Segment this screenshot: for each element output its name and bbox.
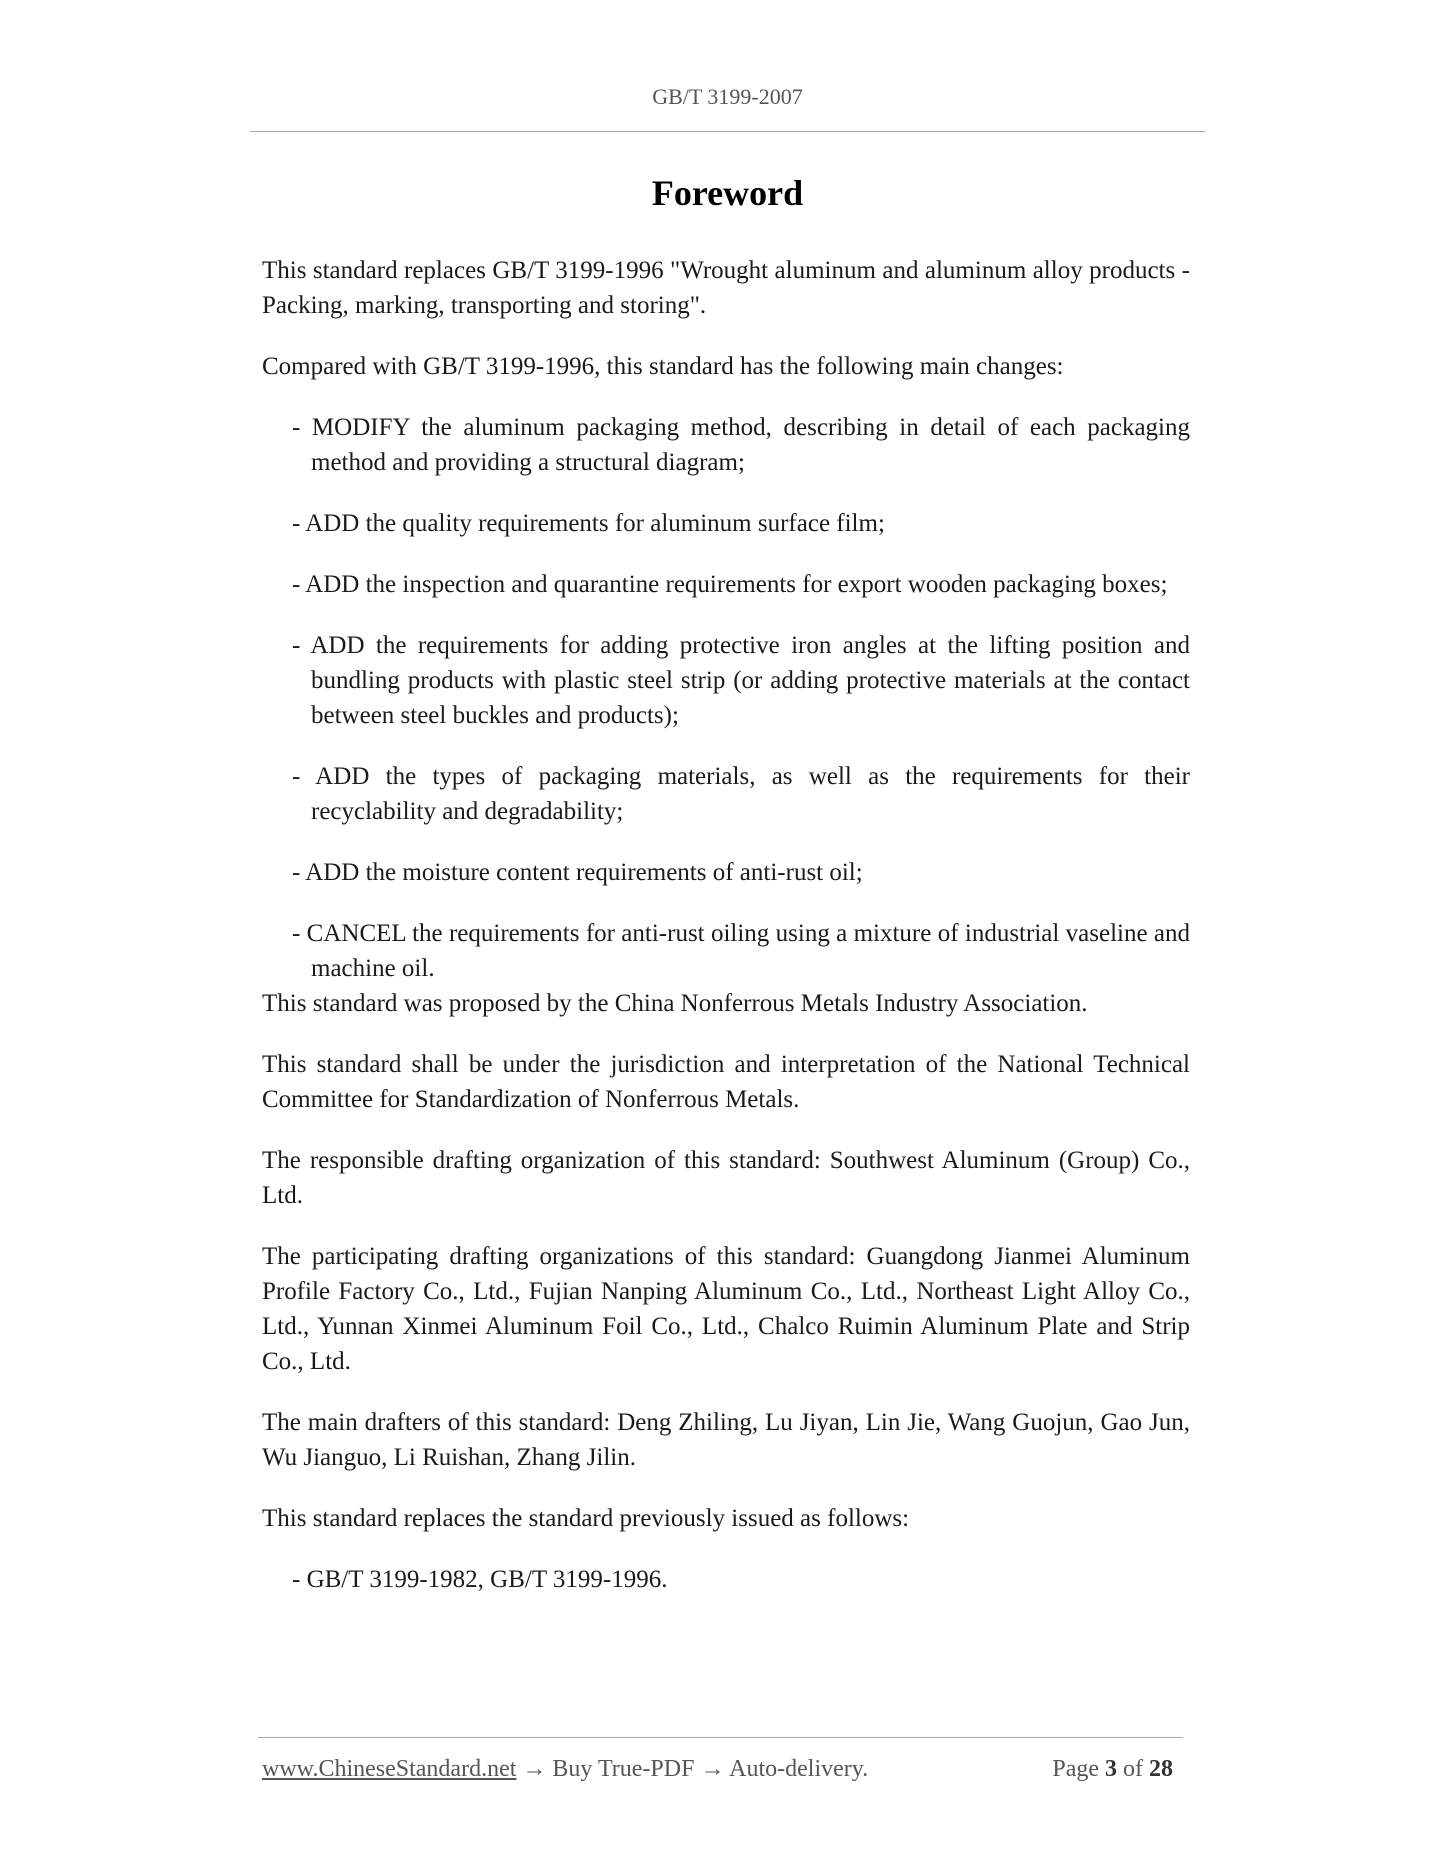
- paragraph-previous-editions-intro: This standard replaces the standard previously issued as follows:: [262, 1505, 910, 1532]
- paragraph-participating-organizations: The participating drafting organizations of this standard: Guangdong Jianmei Aluminum Profile Factory Co., Ltd., Fujian Nanping Aluminum Co., Ltd., Northeast Light Alloy Co., Ltd., Yunnan Xinmei Aluminum Foil Co., Ltd., Chalco Ruimin Aluminum Plate and Strip Co., Ltd.: [262, 1243, 1190, 1375]
- of-label: of: [1123, 1756, 1143, 1782]
- current-page-number: 3: [1105, 1756, 1117, 1782]
- page-footer: [262, 1756, 1183, 1790]
- paragraph-responsible-organization: The responsible drafting organization of this standard: Southwest Aluminum (Group) Co., Ltd.: [262, 1147, 1190, 1209]
- change-item: - ADD the requirements for adding protective iron angles at the lifting position and bundling products with plastic steel strip (or adding protective materials at the contact between steel buckles and products);: [292, 632, 1190, 729]
- arrow-right-icon: →: [700, 1756, 725, 1782]
- total-pages-number: 28: [1149, 1756, 1173, 1782]
- previous-editions-list: [262, 1562, 1190, 1597]
- changes-list: [262, 410, 1190, 986]
- paragraph-main-drafters: The main drafters of this standard: Deng Zhiling, Lu Jiyan, Lin Jie, Wang Guojun, Gao Jun, Wu Jianguo, Li Ruishan, Zhang Jilin.: [262, 1409, 1190, 1471]
- arrow-right-icon: →: [522, 1756, 547, 1782]
- paragraph-proposed-by: This standard was proposed by the China Nonferrous Metals Industry Association.: [262, 990, 1088, 1017]
- paragraph-replaces: This standard replaces GB/T 3199-1996 "Wrought aluminum and aluminum alloy products - Packing, marking, transporting and storing".: [262, 257, 1190, 319]
- page-number: [1052, 1756, 1179, 1783]
- change-item: - MODIFY the aluminum packaging method, describing in detail of each packaging method and providing a structural diagram;: [292, 414, 1190, 476]
- website-link[interactable]: www.ChineseStandard.net: [262, 1756, 517, 1782]
- header-divider: [250, 131, 1205, 132]
- footer-promo: [262, 1756, 868, 1783]
- page-label: Page: [1052, 1756, 1099, 1782]
- buy-pdf-text: Buy True-PDF: [552, 1756, 695, 1782]
- change-item: - ADD the quality requirements for aluminum surface film;: [292, 510, 885, 537]
- page-title: Foreword: [651, 173, 804, 213]
- footer-divider: [258, 1737, 1183, 1738]
- change-item: - ADD the inspection and quarantine requirements for export wooden packaging boxes;: [292, 571, 1168, 598]
- paragraph-changes-intro: Compared with GB/T 3199-1996, this standard has the following main changes:: [262, 353, 1064, 380]
- auto-delivery-text: Auto-delivery.: [729, 1756, 869, 1782]
- change-item: - ADD the types of packaging materials, as well as the requirements for their recyclability and degradability;: [292, 763, 1190, 825]
- paragraph-jurisdiction: This standard shall be under the jurisdiction and interpretation of the National Technical Committee for Standardization of Nonferrous Metals.: [262, 1051, 1190, 1113]
- change-item: - ADD the moisture content requirements of anti-rust oil;: [292, 859, 863, 886]
- page-header-standard-code: GB/T 3199-2007: [652, 84, 803, 109]
- change-item: - CANCEL the requirements for anti-rust oiling using a mixture of industrial vaseline and machine oil.: [292, 920, 1190, 982]
- foreword-body: [262, 253, 1190, 1597]
- previous-edition-item: - GB/T 3199-1982, GB/T 3199-1996.: [292, 1566, 668, 1593]
